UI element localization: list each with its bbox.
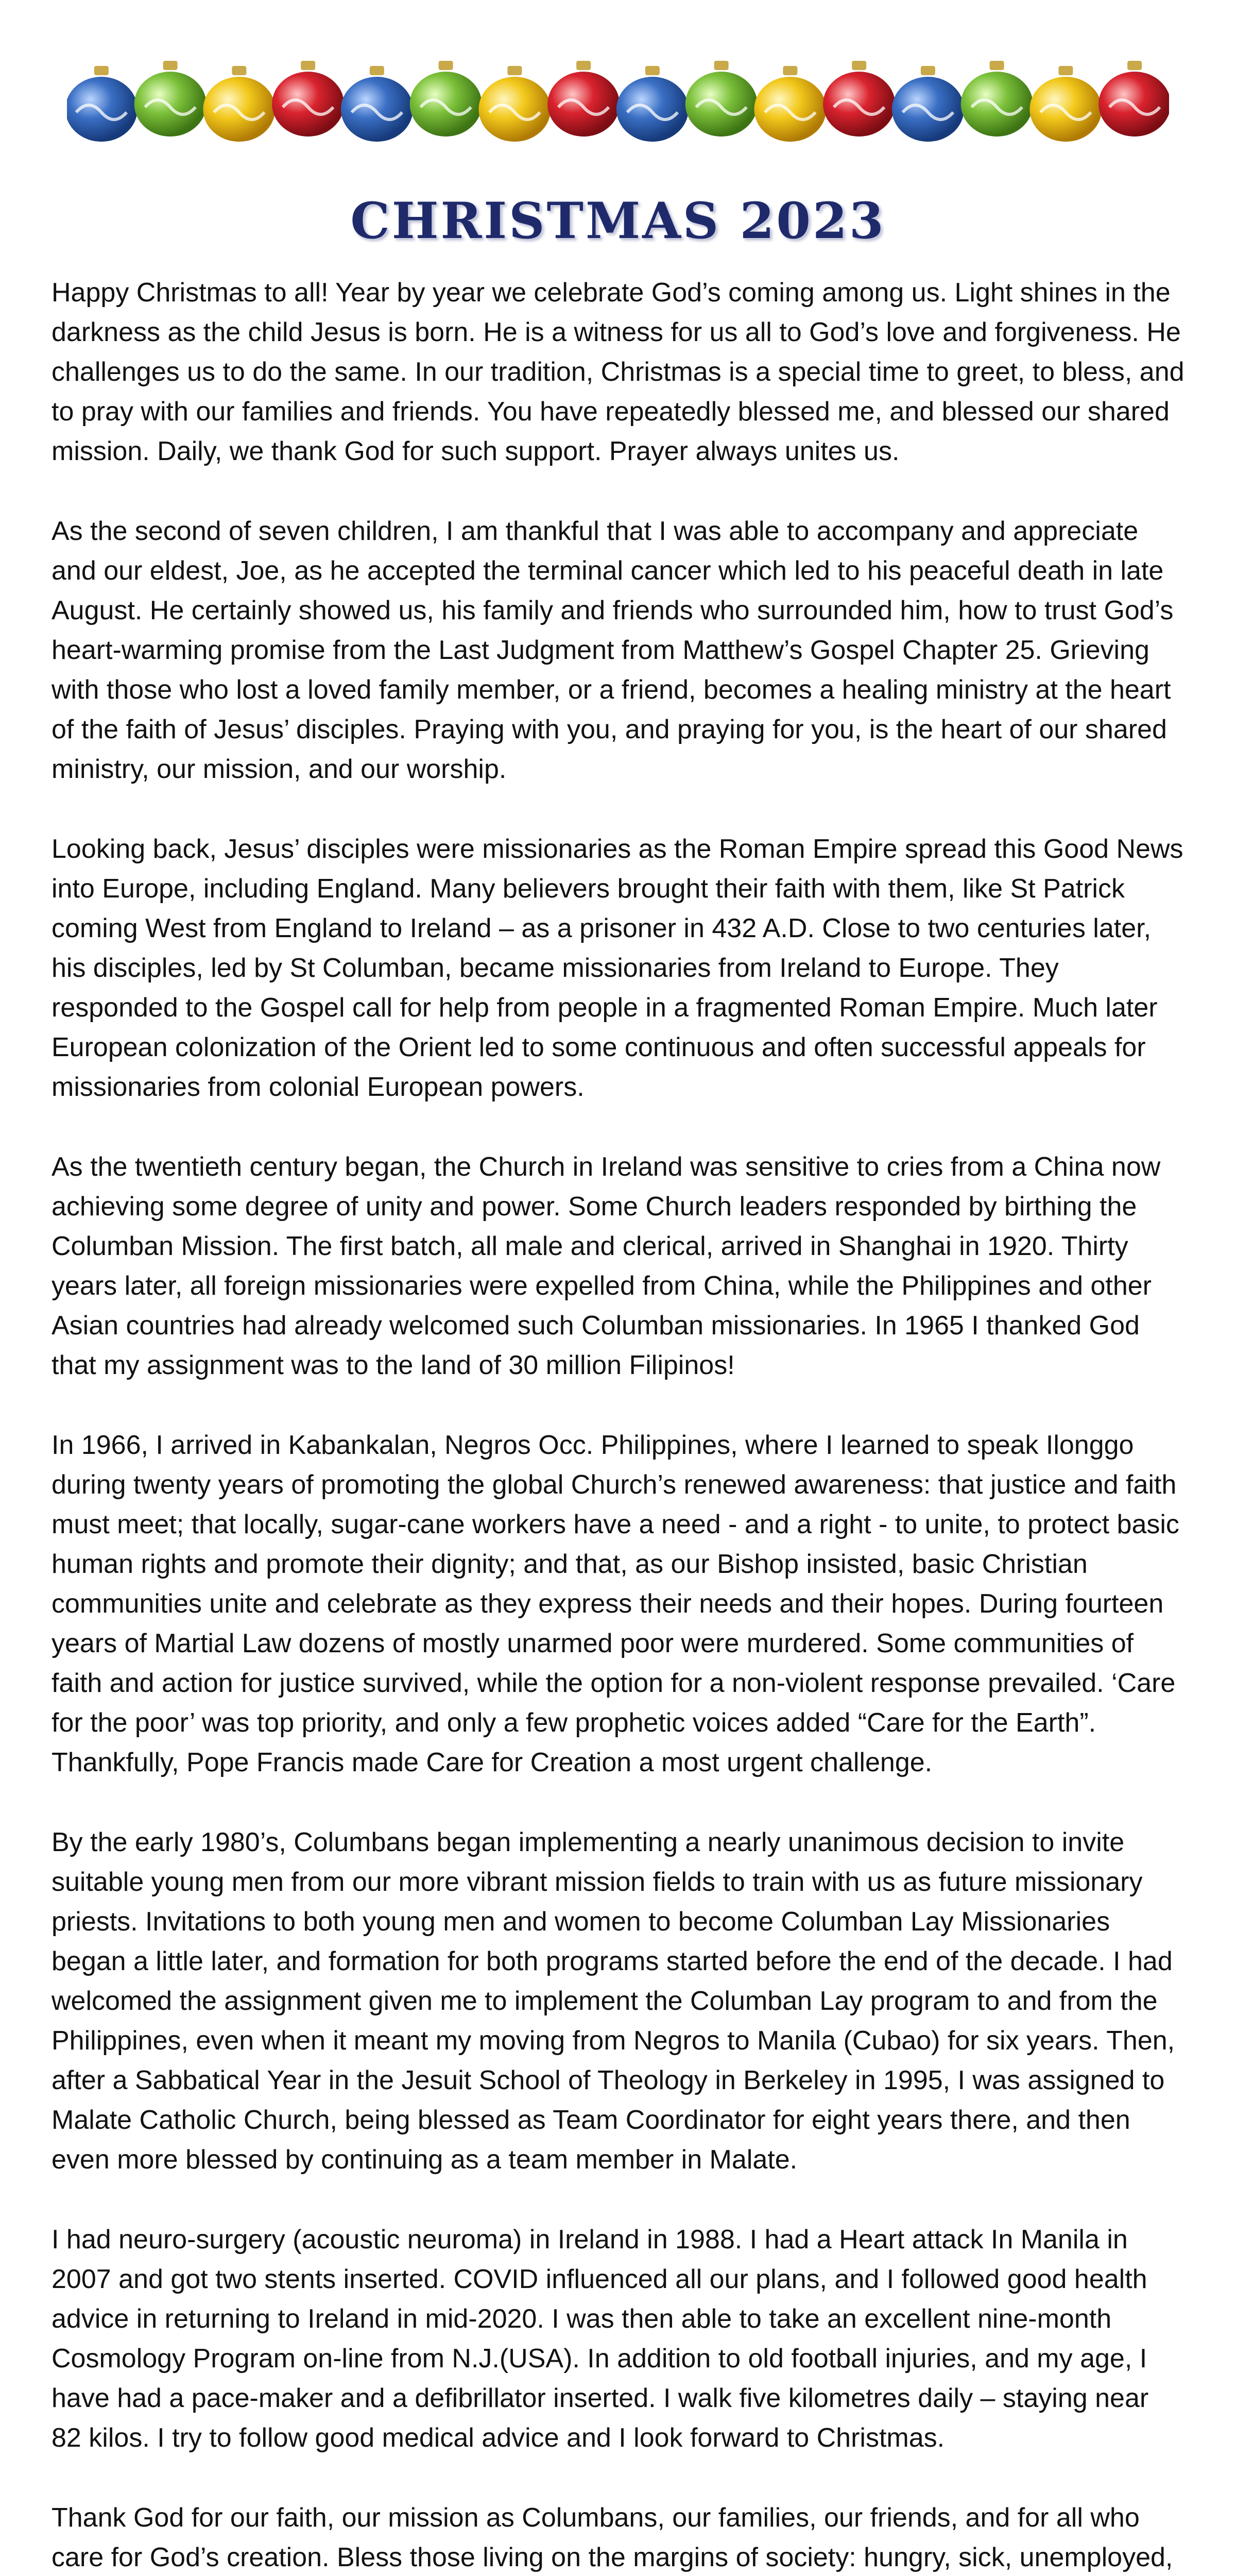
bauble-ornament <box>616 77 689 142</box>
bauble-cap <box>370 66 384 75</box>
bauble-garland-icon <box>67 41 1169 160</box>
bauble-cap <box>921 66 935 75</box>
paragraph: I had neuro-surgery (acoustic neuroma) in Ireland in 1988. I had a Heart attack In Manila in 2007 and got two stents inserted. COVID influenced all our plans, and I followed good health advice in returning to Ireland in mid-2020. I was then able to take an excellent nine-month Cosmology Program on-line from N.J.(USA). In addition to old football injuries, and my age, I have had a pace-maker and a defibrillator inserted. I walk five kilometres daily – staying near 82 kilos. I try to follow good medical advice and I look forward to Christmas. <box>52 2225 1149 2453</box>
bauble-cap <box>714 61 729 70</box>
bauble-cap <box>301 61 315 70</box>
bauble-ornament <box>961 72 1033 137</box>
paragraph: As the second of seven children, I am thankful that I was able to accompany and appreciate and our eldest, Joe, as he accepted the terminal cancer which led to his peaceful death in late August. He certainly showed us, his family and friends who surrounded him, how to trust God’s heart-warming promise from the Last Judgment from Matthew’s Gospel Chapter 25. Grieving with those who lost a loved family member, or a friend, becomes a healing ministry at the heart of the faith of Jesus’ disciples. Praying with you, and praying for you, is the heart of our shared ministry, our mission, and our worship. <box>52 516 1174 784</box>
bauble-cap <box>576 61 591 70</box>
bauble-ornament <box>1029 77 1102 142</box>
page-title: CHRISTMAS 2023 <box>350 192 886 250</box>
paragraph: Happy Christmas to all! Year by year we celebrate God’s coming among us. Light shines in the darkness as the child Jesus is born. He is a witness for us all to God’s love and forgiveness. He challenges us to do the same. In our tradition, Christmas is a special time to greet, to bless, and to pray with our families and friends. You have repeatedly blessed me, and blessed our shared mission. Daily, we thank God for such support. Prayer always unites us. <box>52 278 1184 466</box>
bauble-cap <box>1058 66 1073 75</box>
bauble-cap <box>990 61 1004 70</box>
letter-body <box>52 273 1184 2576</box>
bauble-ornament <box>754 77 826 142</box>
bauble-cap <box>163 61 178 70</box>
bauble-ornament <box>134 72 207 137</box>
bauble-cap <box>232 66 246 75</box>
paragraph: As the twentieth century began, the Church in Ireland was sensitive to cries from a China now achieving some degree of unity and power. Some Church leaders responded by birthing the Columban Mission. The first batch, all male and clerical, arrived in Shanghai in 1920. Thirty years later, all foreign missionaries were expelled from China, while the Philippines and other Asian countries had already welcomed such Columban missionaries. In 1965 I thanked God that my assignment was to the land of 30 million Filipinos! <box>52 1152 1161 1380</box>
paragraph: Looking back, Jesus’ disciples were missionaries as the Roman Empire spread this Good News into Europe, including England. Many believers brought their faith with them, like St Patrick coming West from England to Ireland – as a prisoner in 432 A.D. Close to two centuries later, his disciples, led by St Columban, became missionaries from Ireland to Europe. They responded to the Gospel call for help from people in a fragmented Roman Empire. Much later European colonization of the Orient led to some continuous and often successful appeals for missionaries from colonial European powers. <box>52 834 1183 1102</box>
paragraph: By the early 1980’s, Columbans began implementing a nearly unanimous decision to invite suitable young men from our more vibrant mission fields to train with us as future missionary priests. Invitations to both young men and women to become Columban Lay Missionaries began a little later, and formation for both programs started before the end of the decade. I had welcomed the assignment given me to implement the Columban Lay program to and from the Philippines, even when it meant my moving from Negros to Manila (Cubao) for six years. Then, after a Sabbatical Year in the Jesuit School of Theology in Berkeley in 1995, I was assigned to Malate Catholic Church, being blessed as Team Coordinator for eight years there, and then even more blessed by continuing as a team member in Malate. <box>52 1827 1175 2175</box>
bauble-garland-decoration <box>67 41 1169 160</box>
bauble-cap <box>439 61 453 70</box>
bauble-cap <box>852 61 866 70</box>
bauble-ornament <box>341 77 413 142</box>
bauble-ornament <box>203 77 275 142</box>
bauble-ornament <box>547 72 620 137</box>
bauble-ornament <box>410 72 482 137</box>
bauble-cap <box>507 66 522 75</box>
paragraph: Thank God for our faith, our mission as Columbans, our families, our friends, and for all who care for God’s creation. Bless those living on the margins of society: hungry, sick, unemployed, <box>52 2503 1173 2572</box>
bauble-ornament <box>823 72 895 137</box>
bauble-cap <box>645 66 660 75</box>
bauble-ornament <box>272 72 344 137</box>
paragraph: In 1966, I arrived in Kabankalan, Negros Occ. Philippines, where I learned to speak Ilonggo during twenty years of promoting the global Church’s renewed awareness: that justice and faith must meet; that locally, sugar-cane workers have a need - and a right - to unite, to protect basic human rights and promote their dignity; and that, as our Bishop insisted, basic Christian communities unite and celebrate as they express their needs and their hopes. During fourteen years of Martial Law dozens of mostly unarmed poor were murdered. Some communities of faith and action for justice survived, while the option for a non-violent response prevailed. ‘Care for the poor’ was top priority, and only a few prophetic voices added “Care for the Earth”. Thankfully, Pope Francis made Care for Creation a most urgent challenge. <box>52 1430 1179 1777</box>
bauble-cap <box>94 66 109 75</box>
bauble-ornament <box>685 72 758 137</box>
bauble-ornament <box>478 77 551 142</box>
bauble-cap <box>1127 61 1142 70</box>
bauble-cap <box>783 66 797 75</box>
bauble-ornament <box>892 77 964 142</box>
